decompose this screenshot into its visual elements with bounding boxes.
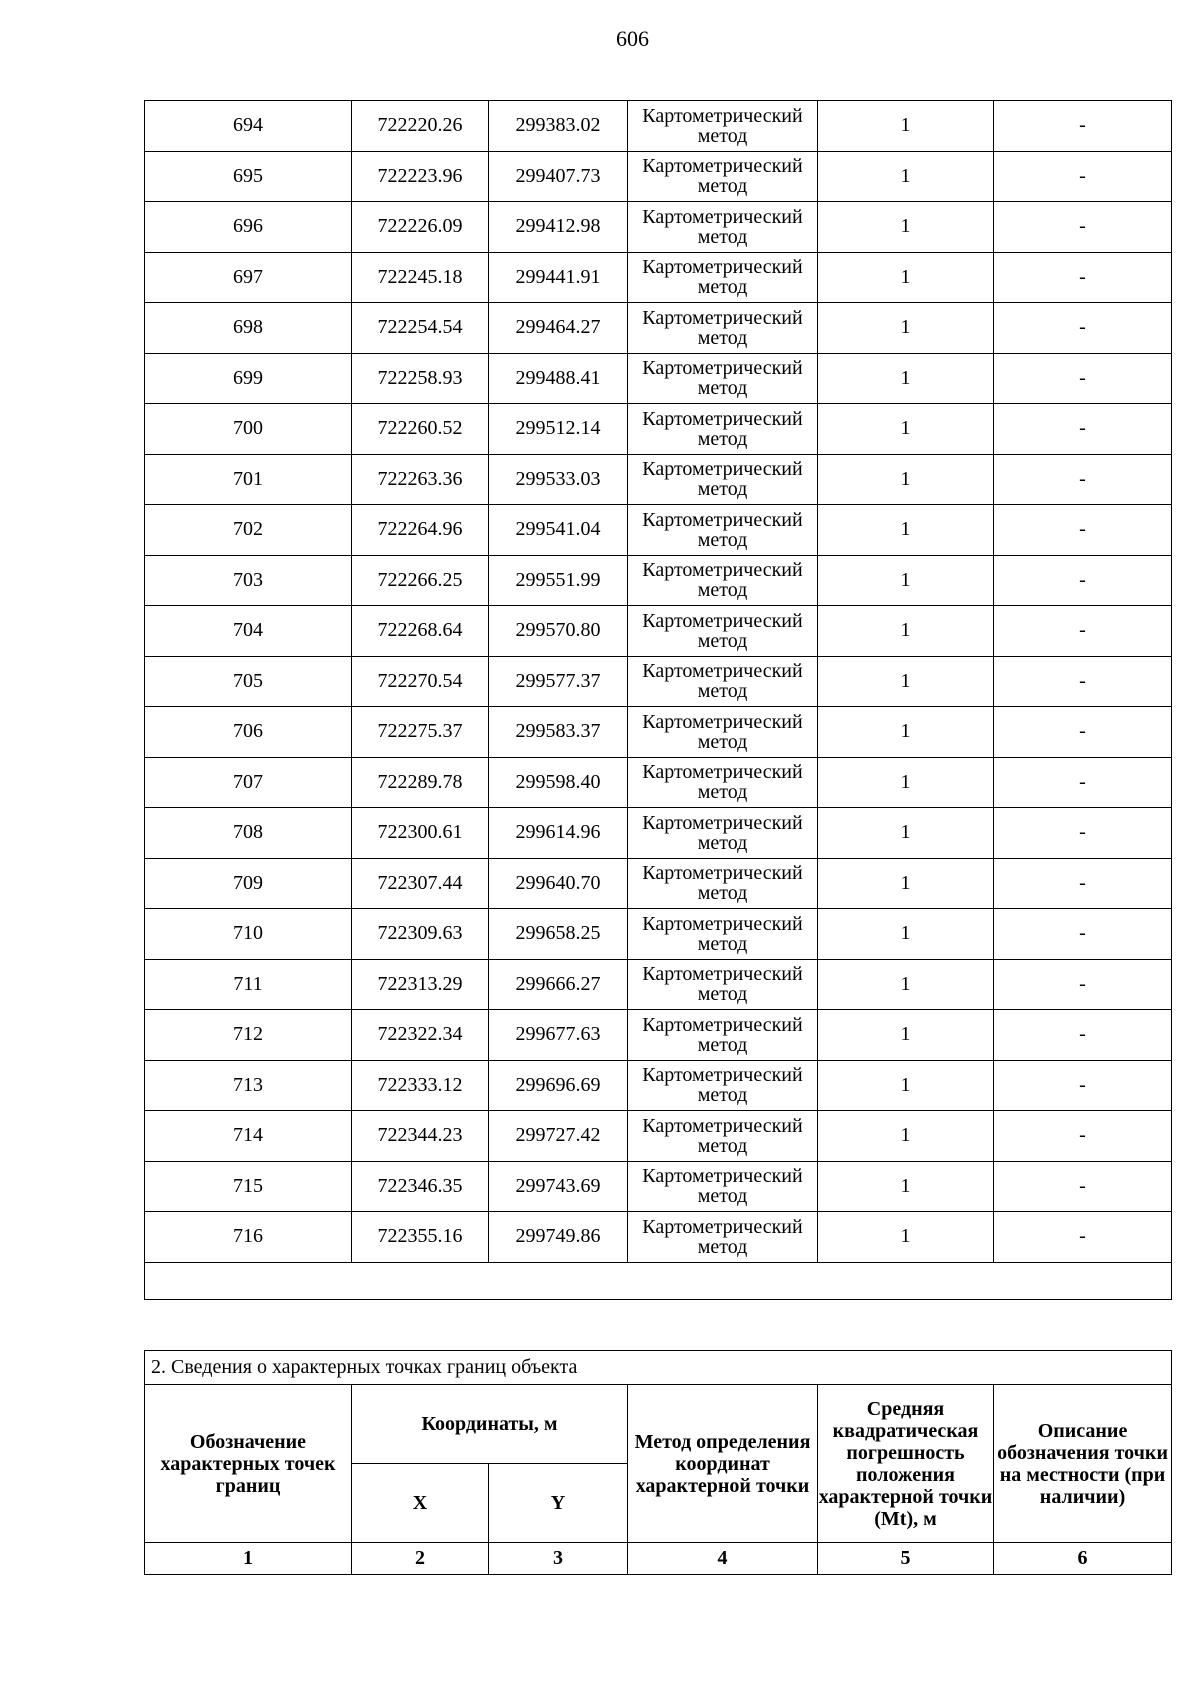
table-row: [145, 404, 1172, 455]
x-coordinate-cell: 722260.52: [352, 404, 489, 455]
mt-cell: 1: [818, 1212, 994, 1263]
table-row: [145, 707, 1172, 758]
column-number-row: [145, 1543, 1172, 1575]
table-row: [145, 1060, 1172, 1111]
method-cell: Картометрический метод: [628, 1060, 818, 1111]
point-number-cell: 701: [145, 454, 352, 505]
mt-cell: 1: [818, 252, 994, 303]
method-cell: Картометрический метод: [628, 454, 818, 505]
mt-cell: 1: [818, 555, 994, 606]
x-coordinate-cell: 722307.44: [352, 858, 489, 909]
mt-cell: 1: [818, 808, 994, 859]
y-coordinate-cell: 299412.98: [489, 202, 628, 253]
y-coordinate-cell: 299570.80: [489, 606, 628, 657]
point-number-cell: 712: [145, 1010, 352, 1061]
point-number-cell: 705: [145, 656, 352, 707]
method-cell: Картометрический метод: [628, 353, 818, 404]
column-number: 1: [145, 1543, 352, 1575]
method-cell: Картометрический метод: [628, 202, 818, 253]
description-cell: -: [994, 404, 1172, 455]
description-cell: -: [994, 101, 1172, 152]
x-coordinate-cell: 722223.96: [352, 151, 489, 202]
x-coordinate-cell: 722322.34: [352, 1010, 489, 1061]
x-coordinate-cell: 722355.16: [352, 1212, 489, 1263]
table-row: [145, 101, 1172, 152]
point-number-cell: 697: [145, 252, 352, 303]
mt-cell: 1: [818, 909, 994, 960]
description-cell: -: [994, 606, 1172, 657]
description-cell: -: [994, 1010, 1172, 1061]
description-cell: -: [994, 757, 1172, 808]
x-coordinate-cell: 722289.78: [352, 757, 489, 808]
header-method: Метод определения координат характерной точки: [628, 1385, 818, 1543]
y-coordinate-cell: 299383.02: [489, 101, 628, 152]
table-row: [145, 858, 1172, 909]
x-coordinate-cell: 722263.36: [352, 454, 489, 505]
point-number-cell: 703: [145, 555, 352, 606]
x-coordinate-cell: 722264.96: [352, 505, 489, 556]
method-cell: Картометрический метод: [628, 757, 818, 808]
method-cell: Картометрический метод: [628, 959, 818, 1010]
point-number-cell: 704: [145, 606, 352, 657]
mt-cell: 1: [818, 1111, 994, 1162]
x-coordinate-cell: 722270.54: [352, 656, 489, 707]
mt-cell: 1: [818, 656, 994, 707]
description-cell: -: [994, 555, 1172, 606]
x-coordinate-cell: 722245.18: [352, 252, 489, 303]
y-coordinate-cell: 299749.86: [489, 1212, 628, 1263]
y-coordinate-cell: 299677.63: [489, 1010, 628, 1061]
mt-cell: 1: [818, 707, 994, 758]
mt-cell: 1: [818, 1161, 994, 1212]
method-cell: Картометрический метод: [628, 808, 818, 859]
y-coordinate-cell: 299640.70: [489, 858, 628, 909]
mt-cell: 1: [818, 606, 994, 657]
header-point-designation: Обозначение характерных точек границ: [145, 1385, 352, 1543]
description-cell: -: [994, 707, 1172, 758]
method-cell: Картометрический метод: [628, 555, 818, 606]
description-cell: -: [994, 959, 1172, 1010]
point-number-cell: 700: [145, 404, 352, 455]
description-cell: -: [994, 1060, 1172, 1111]
table-row: [145, 353, 1172, 404]
section-2-header-table: [144, 1350, 1172, 1575]
table-row: [145, 757, 1172, 808]
method-cell: Картометрический метод: [628, 1111, 818, 1162]
empty-row: [145, 1262, 1172, 1299]
table-row: [145, 1212, 1172, 1263]
mt-cell: 1: [818, 101, 994, 152]
x-coordinate-cell: 722300.61: [352, 808, 489, 859]
mt-cell: 1: [818, 757, 994, 808]
y-coordinate-cell: 299551.99: [489, 555, 628, 606]
y-coordinate-cell: 299533.03: [489, 454, 628, 505]
x-coordinate-cell: 722258.93: [352, 353, 489, 404]
description-cell: -: [994, 505, 1172, 556]
x-coordinate-cell: 722333.12: [352, 1060, 489, 1111]
point-number-cell: 716: [145, 1212, 352, 1263]
mt-cell: 1: [818, 505, 994, 556]
y-coordinate-cell: 299658.25: [489, 909, 628, 960]
point-number-cell: 708: [145, 808, 352, 859]
method-cell: Картометрический метод: [628, 909, 818, 960]
point-number-cell: 713: [145, 1060, 352, 1111]
point-number-cell: 702: [145, 505, 352, 556]
point-number-cell: 699: [145, 353, 352, 404]
table-row: [145, 808, 1172, 859]
y-coordinate-cell: 299441.91: [489, 252, 628, 303]
mt-cell: 1: [818, 151, 994, 202]
section-2-title: 2. Сведения о характерных точках границ объекта: [145, 1351, 1172, 1385]
x-coordinate-cell: 722254.54: [352, 303, 489, 354]
point-number-cell: 714: [145, 1111, 352, 1162]
point-number-cell: 696: [145, 202, 352, 253]
y-coordinate-cell: 299696.69: [489, 1060, 628, 1111]
description-cell: -: [994, 909, 1172, 960]
method-cell: Картометрический метод: [628, 151, 818, 202]
y-coordinate-cell: 299541.04: [489, 505, 628, 556]
header-coordinates: Координаты, м: [352, 1385, 628, 1464]
mt-cell: 1: [818, 858, 994, 909]
mt-cell: 1: [818, 1010, 994, 1061]
method-cell: Картометрический метод: [628, 101, 818, 152]
x-coordinate-cell: 722309.63: [352, 909, 489, 960]
description-cell: -: [994, 656, 1172, 707]
table-row: [145, 1111, 1172, 1162]
x-coordinate-cell: 722346.35: [352, 1161, 489, 1212]
point-number-cell: 709: [145, 858, 352, 909]
header-x: X: [352, 1464, 489, 1543]
point-number-cell: 710: [145, 909, 352, 960]
header-mean-square-error: Средняя квадратическая погрешность положения характерной точки (Mt), м: [818, 1385, 994, 1543]
mt-cell: 1: [818, 959, 994, 1010]
y-coordinate-cell: 299598.40: [489, 757, 628, 808]
method-cell: Картометрический метод: [628, 858, 818, 909]
method-cell: Картометрический метод: [628, 707, 818, 758]
description-cell: -: [994, 858, 1172, 909]
x-coordinate-cell: 722268.64: [352, 606, 489, 657]
method-cell: Картометрический метод: [628, 505, 818, 556]
header-description: Описание обозначения точки на местности (при наличии): [994, 1385, 1172, 1543]
column-number: 6: [994, 1543, 1172, 1575]
y-coordinate-cell: 299488.41: [489, 353, 628, 404]
mt-cell: 1: [818, 1060, 994, 1111]
method-cell: Картометрический метод: [628, 1161, 818, 1212]
description-cell: -: [994, 1161, 1172, 1212]
table-row: [145, 303, 1172, 354]
y-coordinate-cell: 299583.37: [489, 707, 628, 758]
header-y: Y: [489, 1464, 628, 1543]
column-number: 3: [489, 1543, 628, 1575]
table-row: [145, 151, 1172, 202]
table-row: [145, 1010, 1172, 1061]
mt-cell: 1: [818, 404, 994, 455]
point-number-cell: 698: [145, 303, 352, 354]
table-row: [145, 606, 1172, 657]
table-row: [145, 454, 1172, 505]
method-cell: Картометрический метод: [628, 606, 818, 657]
method-cell: Картометрический метод: [628, 656, 818, 707]
x-coordinate-cell: 722344.23: [352, 1111, 489, 1162]
y-coordinate-cell: 299512.14: [489, 404, 628, 455]
description-cell: -: [994, 1111, 1172, 1162]
description-cell: -: [994, 151, 1172, 202]
mt-cell: 1: [818, 353, 994, 404]
point-number-cell: 706: [145, 707, 352, 758]
column-number: 5: [818, 1543, 994, 1575]
table-row: [145, 909, 1172, 960]
method-cell: Картометрический метод: [628, 1212, 818, 1263]
y-coordinate-cell: 299407.73: [489, 151, 628, 202]
table-row: [145, 252, 1172, 303]
y-coordinate-cell: 299666.27: [489, 959, 628, 1010]
table-row: [145, 1161, 1172, 1212]
method-cell: Картометрический метод: [628, 1010, 818, 1061]
y-coordinate-cell: 299614.96: [489, 808, 628, 859]
column-number: 2: [352, 1543, 489, 1575]
x-coordinate-cell: 722226.09: [352, 202, 489, 253]
point-number-cell: 711: [145, 959, 352, 1010]
method-cell: Картометрический метод: [628, 252, 818, 303]
table-row: [145, 505, 1172, 556]
boundary-points-table: [144, 100, 1172, 1300]
table-row: [145, 656, 1172, 707]
mt-cell: 1: [818, 454, 994, 505]
table-row: [145, 202, 1172, 253]
empty-cell: [145, 1262, 1172, 1299]
y-coordinate-cell: 299577.37: [489, 656, 628, 707]
y-coordinate-cell: 299464.27: [489, 303, 628, 354]
point-number-cell: 694: [145, 101, 352, 152]
description-cell: -: [994, 808, 1172, 859]
y-coordinate-cell: 299727.42: [489, 1111, 628, 1162]
table-row: [145, 959, 1172, 1010]
mt-cell: 1: [818, 202, 994, 253]
column-number: 4: [628, 1543, 818, 1575]
description-cell: -: [994, 303, 1172, 354]
y-coordinate-cell: 299743.69: [489, 1161, 628, 1212]
mt-cell: 1: [818, 303, 994, 354]
point-number-cell: 707: [145, 757, 352, 808]
x-coordinate-cell: 722220.26: [352, 101, 489, 152]
table-row: [145, 555, 1172, 606]
method-cell: Картометрический метод: [628, 404, 818, 455]
point-number-cell: 695: [145, 151, 352, 202]
x-coordinate-cell: 722313.29: [352, 959, 489, 1010]
description-cell: -: [994, 252, 1172, 303]
x-coordinate-cell: 722266.25: [352, 555, 489, 606]
page-number: 606: [616, 26, 649, 51]
description-cell: -: [994, 353, 1172, 404]
description-cell: -: [994, 202, 1172, 253]
description-cell: -: [994, 454, 1172, 505]
description-cell: -: [994, 1212, 1172, 1263]
boundary-points-body: [145, 101, 1172, 1300]
x-coordinate-cell: 722275.37: [352, 707, 489, 758]
point-number-cell: 715: [145, 1161, 352, 1212]
method-cell: Картометрический метод: [628, 303, 818, 354]
